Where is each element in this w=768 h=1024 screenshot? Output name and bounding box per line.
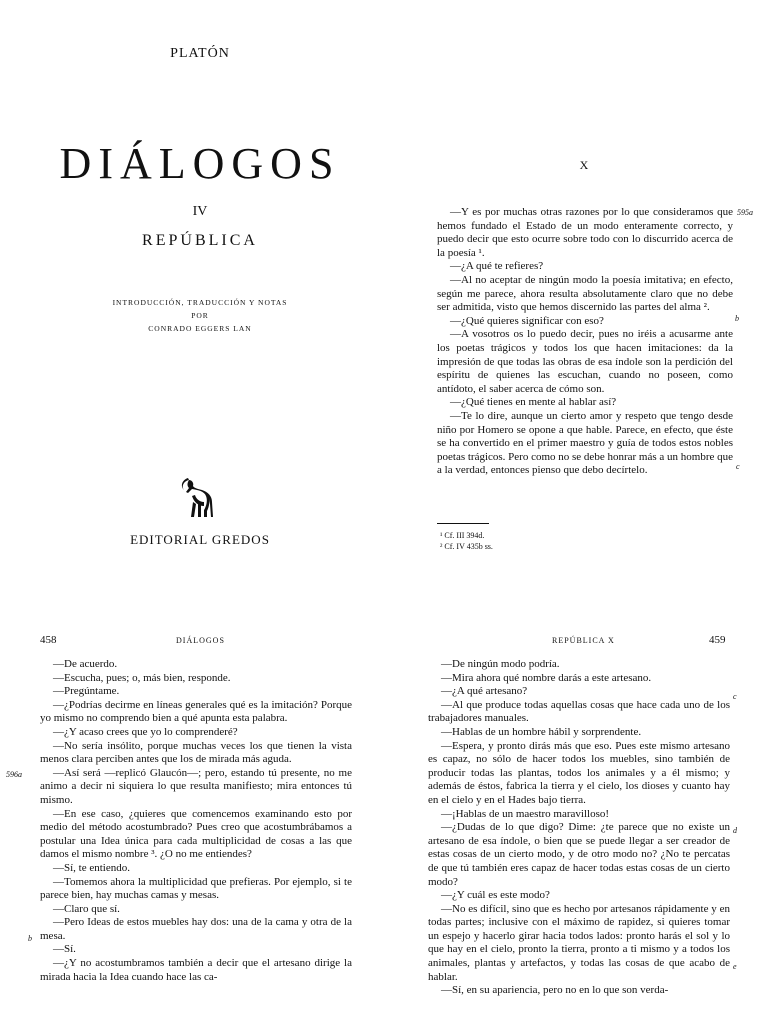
- paragraph: —En ese caso, ¿quieres que comencemos examinando esto por medio del método acostumbrado? Pues creo que acostumbrábamos a postular una Idea única para cada multiplicidad de cosas a las que damos el mismo nombre ³. ¿O no me entiendes?: [40, 807, 352, 861]
- stephanus-margin-note: 595a: [737, 208, 753, 217]
- paragraph: —¿Y acaso crees que yo lo comprenderé?: [53, 725, 238, 738]
- page-number: 459: [709, 634, 726, 646]
- paragraph: —Espera, y pronto dirás más que eso. Pues este mismo artesano es capaz, no sólo de hacer todos los muebles, sino también de producir todas las plantas, todos los animales y a él mismo; y además de éstos, fabrica la tierra y el cielo, los dioses y cuanto hay en el cielo y en el Hades bajo tierra.: [428, 739, 730, 806]
- paragraph: —¿A qué te refieres?: [450, 260, 544, 273]
- paragraph: —No sería insólito, porque muchas veces los que tienen la vista menos clara perciben antes que los de mirada más aguda.: [40, 739, 352, 766]
- paragraph: —Hablas de un hombre hábil y sorprendente.: [441, 725, 642, 738]
- paragraph: —¿Qué tienes en mente al hablar así?: [450, 396, 617, 409]
- ibex-logo-icon: [178, 474, 214, 518]
- paragraph: —¿A qué artesano?: [441, 685, 528, 698]
- paragraph: —Así será —replicó Glaucón—; pero, estando tú presente, no me animo a decir ni siquiera lo que resulta manifiesto; mira entonces tú mismo.: [40, 766, 352, 806]
- stephanus-margin-note: b: [735, 314, 739, 323]
- paragraph: —¿Dudas de lo que digo? Dime: ¿te parece que no existe un artesano de esa índole, o bien que se puede llegar a ser creador de estas cosas de un cierto modo, y de otro modo no? ¿No te percatas de que tú también eres capaz de hacer todas estas cosas de un cierto modo?: [428, 821, 730, 888]
- paragraph: —¿Y cuál es este modo?: [441, 889, 550, 902]
- page-number: 458: [40, 634, 57, 646]
- credits-line: CONRADO EGGERS LAN: [148, 324, 252, 333]
- paragraph: —A vosotros os lo puedo decir, pues no iréis a acusarme ante los poetas trágicos y todos los que hacen imitaciones: da la impresión de que todas las obras de esa índole son la perdición del espíritu de quienes las escuchan, cuando no poseen, como antídoto, el saber acerca de cómo son.: [437, 328, 733, 395]
- author-name: PLATÓN: [170, 46, 230, 61]
- running-head: DIÁLOGOS: [176, 636, 225, 645]
- paragraph: —Al que produce todas aquellas cosas que hace cada uno de los trabajadores manuales.: [428, 698, 730, 725]
- publisher-name: EDITORIAL GREDOS: [130, 532, 270, 547]
- paragraph: —¿Y no acostumbramos también a decir que el artesano dirige la mirada hacia la Idea cuando hace las ca-: [40, 957, 352, 983]
- paragraph: —Escucha, pues; o, más bien, responde.: [53, 671, 231, 684]
- stephanus-margin-note: d: [733, 826, 737, 835]
- footnote: ² Cf. IV 435b ss.: [440, 542, 493, 551]
- stephanus-margin-note: e: [733, 962, 737, 971]
- text-column: [40, 658, 352, 984]
- volume-title: REPÚBLICA: [142, 232, 258, 249]
- paragraph: —Pregúntame.: [53, 685, 120, 698]
- paragraph: —Claro que sí.: [53, 902, 120, 915]
- paragraph: —Tomemos ahora la multiplicidad que prefieras. Por ejemplo, si te parece bien, hay muchas camas y mesas.: [40, 875, 352, 902]
- stephanus-margin-note: 596a: [6, 770, 22, 779]
- stephanus-margin-note: c: [733, 692, 737, 701]
- paragraph: —Sí.: [53, 943, 76, 956]
- paragraph: —Y es por muchas otras razones por lo que consideramos que hemos fundado el Estado de un modo enteramente correcto, y puedo decir que esto ocurre sobre todo con lo discurrido acerca de la poesía ¹.: [437, 206, 733, 259]
- footnote-divider: [437, 523, 489, 524]
- stephanus-margin-note: b: [28, 934, 32, 943]
- paragraph: —De acuerdo.: [53, 658, 118, 670]
- stephanus-margin-note: c: [736, 462, 740, 471]
- text-column: [437, 206, 733, 478]
- text-column: [428, 658, 730, 998]
- credits-line: INTRODUCCIÓN, TRADUCCIÓN Y NOTAS: [112, 298, 288, 307]
- paragraph: —Sí, en su apariencia, pero no en lo que son verda-: [441, 984, 669, 997]
- paragraph: —No es difícil, sino que es hecho por artesanos rápidamente y en todas partes; inclusive con el máximo de rapidez, si quieres tomar un espejo y hacerlo girar hacia todos lados: pronto harás el sol y lo que hay en el cielo, pronto la tierra, pronto a ti mismo y a todos los animales, plantas y artefactos, y todas las cosas de que acabo de hablar.: [428, 902, 730, 983]
- work-title: DIÁLOGOS: [59, 139, 341, 188]
- paragraph: —Mira ahora qué nombre darás a este artesano.: [441, 671, 652, 684]
- paragraph: —Sí, te entiendo.: [53, 861, 130, 874]
- credits-line: POR: [191, 311, 209, 320]
- paragraph: —Te lo dire, aunque un cierto amor y respeto que tengo desde niño por Homero se opone a que hable. Parece, en efecto, que éste se ha convertido en el primer maestro y guía de todos estos nobles poetas trágicos. Pero como no se debe honrar más a un hombre que a la verdad, entonces pienso que debo decírtelo.: [437, 409, 733, 477]
- paragraph: —Pero Ideas de estos muebles hay dos: una de la cama y otra de la mesa.: [40, 916, 352, 942]
- paragraph: —¿Qué quieres significar con eso?: [450, 314, 604, 327]
- footnotes: [440, 530, 493, 552]
- credits-block: [100, 296, 300, 335]
- chapter-heading: X: [579, 158, 589, 172]
- volume-number: IV: [192, 204, 208, 219]
- running-head: REPÚBLICA X: [552, 636, 615, 645]
- paragraph: —¿Podrías decirme en líneas generales qué es la imitación? Porque yo mismo no comprendo bien a qué apunta esta palabra.: [40, 698, 352, 725]
- paragraph: —¡Hablas de un maestro maravilloso!: [441, 807, 610, 820]
- paragraph: —De ningún modo podría.: [441, 658, 560, 670]
- paragraph: —Al no aceptar de ningún modo la poesía imitativa; en efecto, según me parece, ahora resulta absolutamente claro que no debe ser admitida, visto que hemos discernido las partes del alma ².: [437, 273, 733, 314]
- footnote: ¹ Cf. III 394d.: [440, 531, 485, 540]
